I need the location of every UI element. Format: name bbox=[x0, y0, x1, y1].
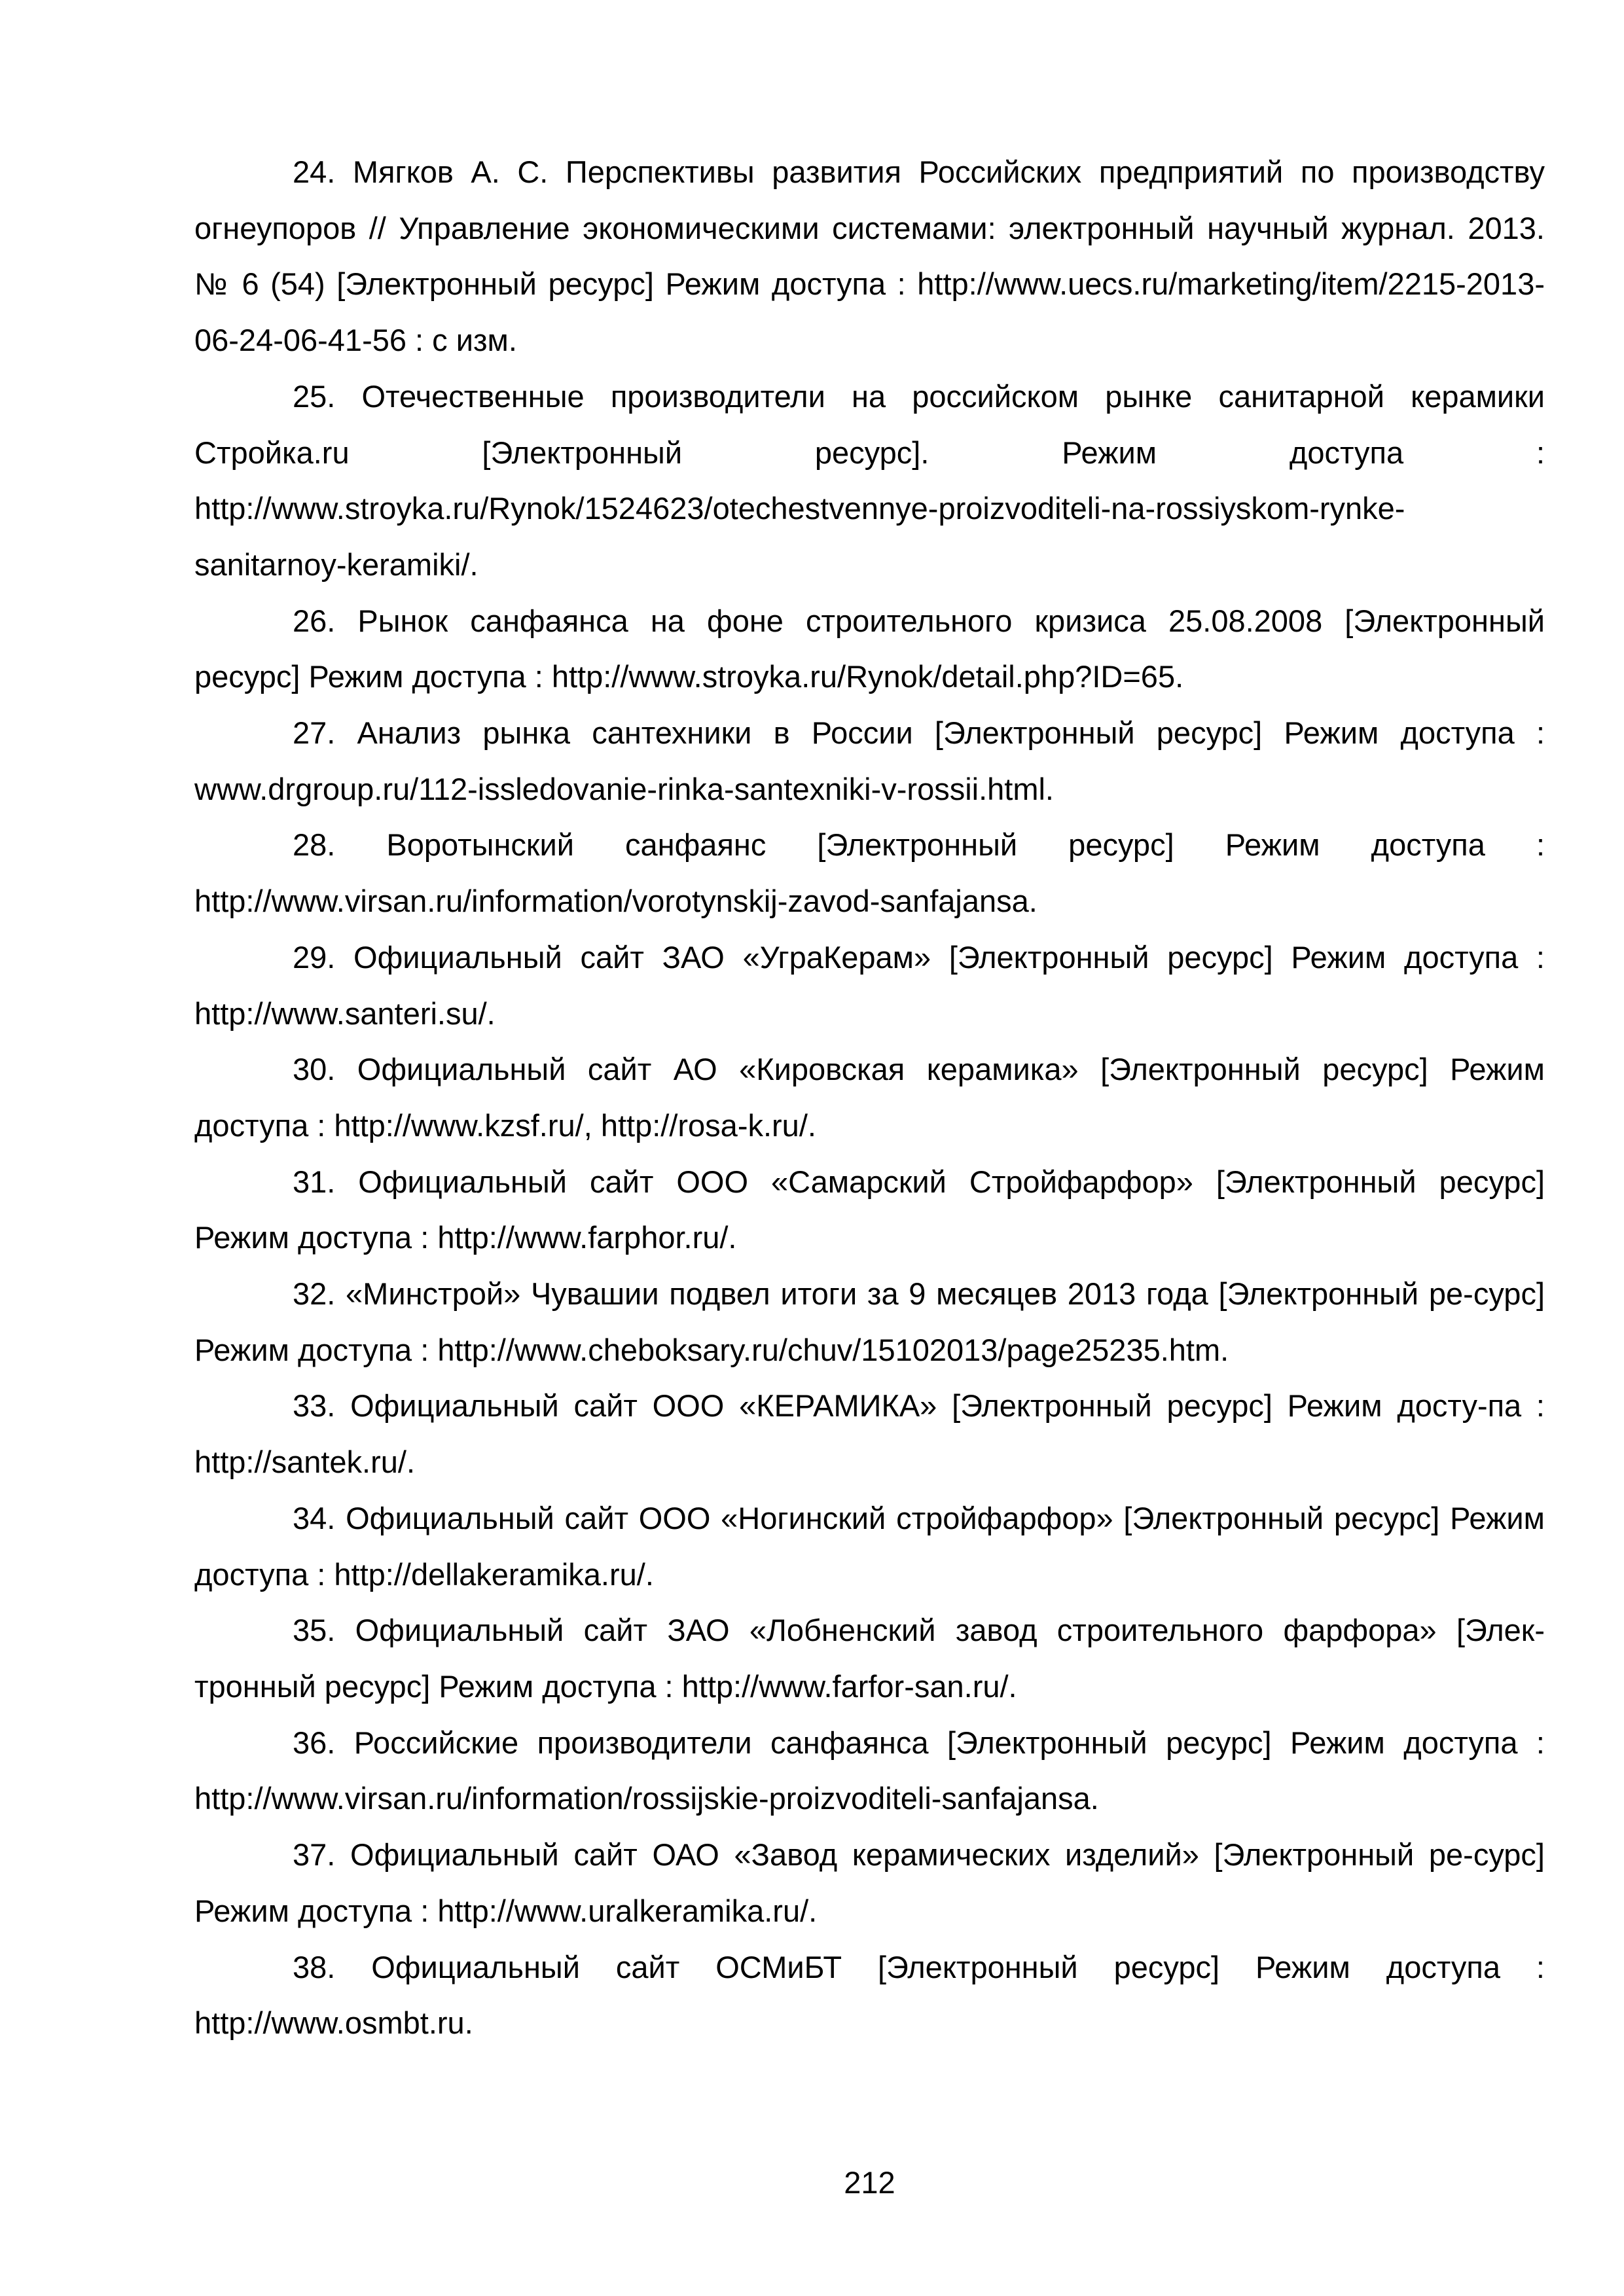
reference-item: 33. Официальный сайт ООО «КЕРАМИКА» [Электронный ресурс] Режим досту-па : http://santek.ru/. bbox=[194, 1388, 1545, 1480]
reference-item: 29. Официальный сайт ЗАО «УграКерам» [Электронный ресурс] Режим доступа : http://www.santeri.su/. bbox=[194, 939, 1545, 1031]
reference-item: 35. Официальный сайт ЗАО «Лобненский завод строительного фарфора» [Элек-тронный ресурс] Режим доступа : http://www.farfor-san.ru/. bbox=[194, 1613, 1545, 1704]
reference-item: 36. Российские производители санфаянса [Электронный ресурс] Режим доступа : http://www.virsan.ru/information/rossijskie-proizvoditeli-sanfajansa. bbox=[194, 1725, 1545, 1816]
reference-item: 37. Официальный сайт ОАО «Завод керамических изделий» [Электронный ре-сурс] Режим доступа : http://www.uralkeramika.ru/. bbox=[194, 1837, 1545, 1928]
reference-item: 30. Официальный сайт АО «Кировская керамика» [Электронный ресурс] Режим доступа : http://www.kzsf.ru/, http://rosa-k.ru/. bbox=[194, 1052, 1545, 1143]
reference-list bbox=[194, 144, 1545, 2051]
reference-item: 38. Официальный сайт ОСМиБТ [Электронный ресурс] Режим доступа : http://www.osmbt.ru. bbox=[194, 1949, 1545, 2041]
reference-item: 31. Официальный сайт ООО «Самарский Стройфарфор» [Электронный ресурс] Режим доступа : http://www.farphor.ru/. bbox=[194, 1164, 1545, 1255]
reference-item: 24. Мягков А. С. Перспективы развития Российских предприятий по производству огнеупоров // Управление экономическими системами: электронный научный журнал. 2013. № 6 (54) [Электронный ресурс] Режим доступа : http://www.uecs.ru/marketing/item/2215-2013-06-24-06-41-56 : с изм. bbox=[194, 154, 1545, 358]
reference-item: 26. Рынок санфаянса на фоне строительного кризиса 25.08.2008 [Электронный ресурс] Режим доступа : http://www.stroyka.ru/Rynok/detail.php?ID=65. bbox=[194, 603, 1545, 694]
reference-item: 25. Отечественные производители на российском рынке санитарной керамики Стройка.ru [Электронный ресурс]. Режим доступа : http://www.stroyka.ru/Rynok/1524623/otechestvennye-proizvoditeli-na-rossiyskom-rynke-sanitarnoy-keramiki/. bbox=[194, 378, 1545, 582]
reference-item: 27. Анализ рынка сантехники в России [Электронный ресурс] Режим доступа : www.drgroup.ru/112-issledovanie-rinka-santexniki-v-rossii.html. bbox=[194, 715, 1545, 806]
reference-item: 28. Воротынский санфаянс [Электронный ресурс] Режим доступа : http://www.virsan.ru/information/vorotynskij-zavod-sanfajansa. bbox=[194, 827, 1545, 919]
reference-item: 34. Официальный сайт ООО «Ногинский стройфарфор» [Электронный ресурс] Режим доступа : http://dellakeramika.ru/. bbox=[194, 1500, 1545, 1592]
page-number: 212 bbox=[844, 2165, 895, 2200]
reference-item: 32. «Минстрой» Чувашии подвел итоги за 9 месяцев 2013 года [Электронный ре-сурс] Режим доступа : http://www.cheboksary.ru/chuv/15102013/page25235.htm. bbox=[194, 1276, 1545, 1367]
document-page bbox=[194, 0, 1545, 2296]
